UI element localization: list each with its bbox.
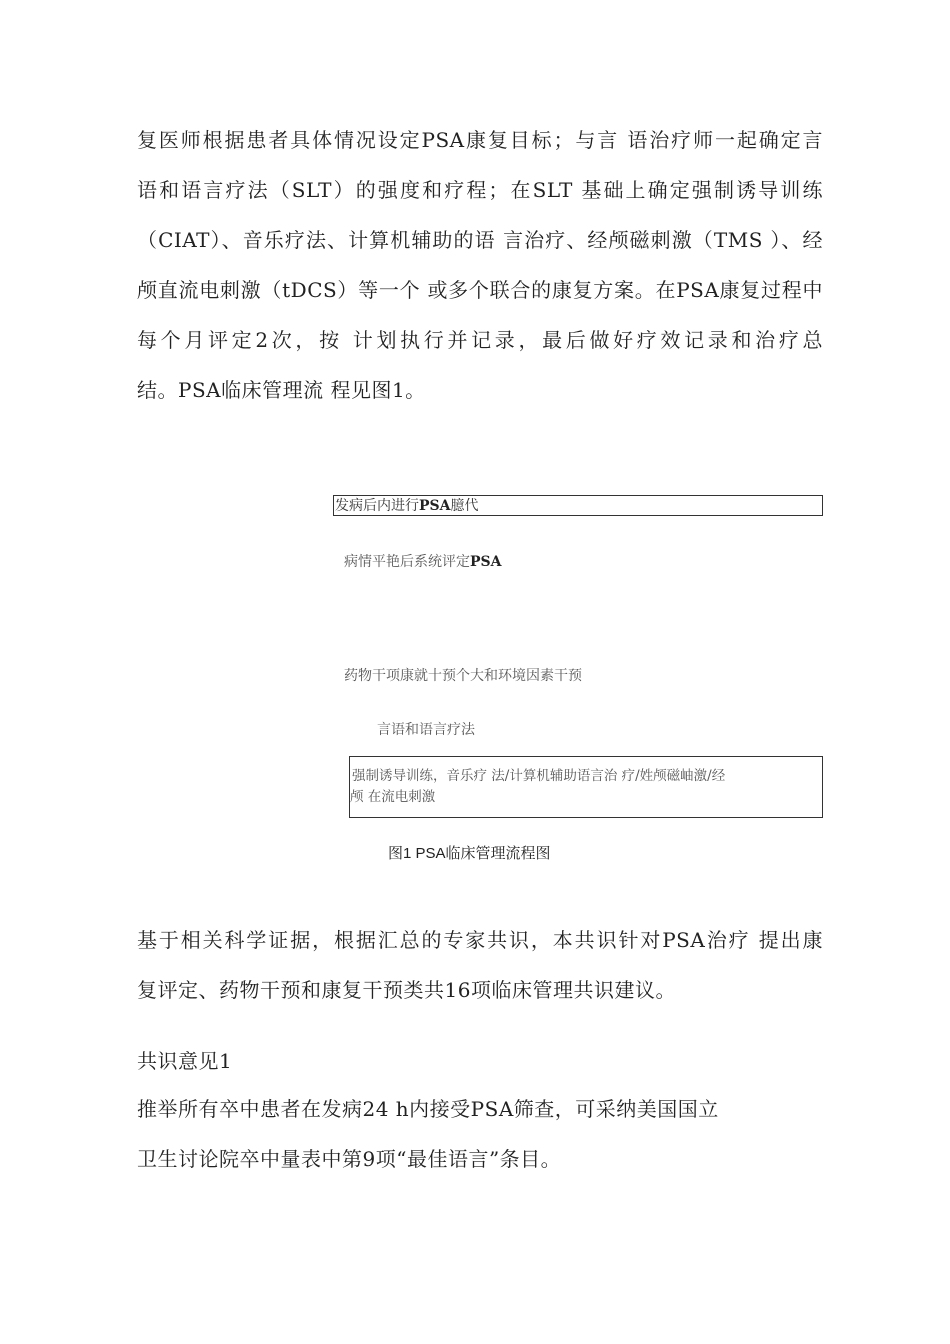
consensus-line-1: 推举所有卒中患者在发病24 h内接受PSA筛查，可采纳美国国立 (137, 1097, 719, 1121)
flowchart-step-5-line-1: 强制诱导训练，音乐疗 法/计算机辅助语言治 疗/姓颅磁岫激/经 (352, 768, 726, 784)
flowchart-step-5-box (349, 756, 823, 818)
intro-line-5: 每个月评定2次，按 计划执行并记录，最后做好疗效记录和治疗总 (137, 328, 823, 352)
intro-line-4: 颅直流电刺激（tDCS）等一个 或多个联合的康复方案。在PSA康复过程中 (137, 278, 823, 302)
summary-line-2: 复评定、药物干预和康复干预类共16项临床管理共识建议。 (137, 978, 676, 1002)
flowchart-step-5-line-2: 颅 在流电刺激 (350, 789, 436, 805)
intro-line-3: （CIAT）、音乐疗法、计算机辅助的语 言治疗、经颅磁刺激（TMS ）、经 (137, 228, 823, 252)
flowchart-step-3-text: 药物干项康就十预个大和环境因素干预 (344, 668, 582, 684)
summary-line-1: 基于相关科学证据，根据汇总的专家共识，本共识针对PSA治疗 提出康 (137, 928, 823, 952)
consensus-line-2: 卫生讨论院卒中量表中第9项“最佳语言”条目。 (137, 1147, 562, 1171)
consensus-heading: 共识意见1 (137, 1049, 233, 1073)
intro-line-6: 结。PSA临床管理流 程见图1。 (137, 378, 426, 402)
flowchart-step-4-text: 言语和语言疗法 (377, 722, 475, 738)
intro-line-2: 语和语言疗法（SLT）的强度和疗程；在SLT 基础上确定强制诱导训练 (137, 178, 823, 202)
intro-line-1: 复医师根据患者具体情况设定PSA康复目标；与言 语治疗师一起确定言 (137, 128, 823, 152)
flowchart-step-1-box (333, 495, 823, 516)
flowchart-step-2-text: 病情平艳后系统评定PSA (344, 554, 502, 570)
flowchart-step-1-text: 发病后内进行PSA臆代 (335, 498, 479, 514)
figure-caption: 图1 PSA临床管理流程图 (388, 845, 551, 862)
